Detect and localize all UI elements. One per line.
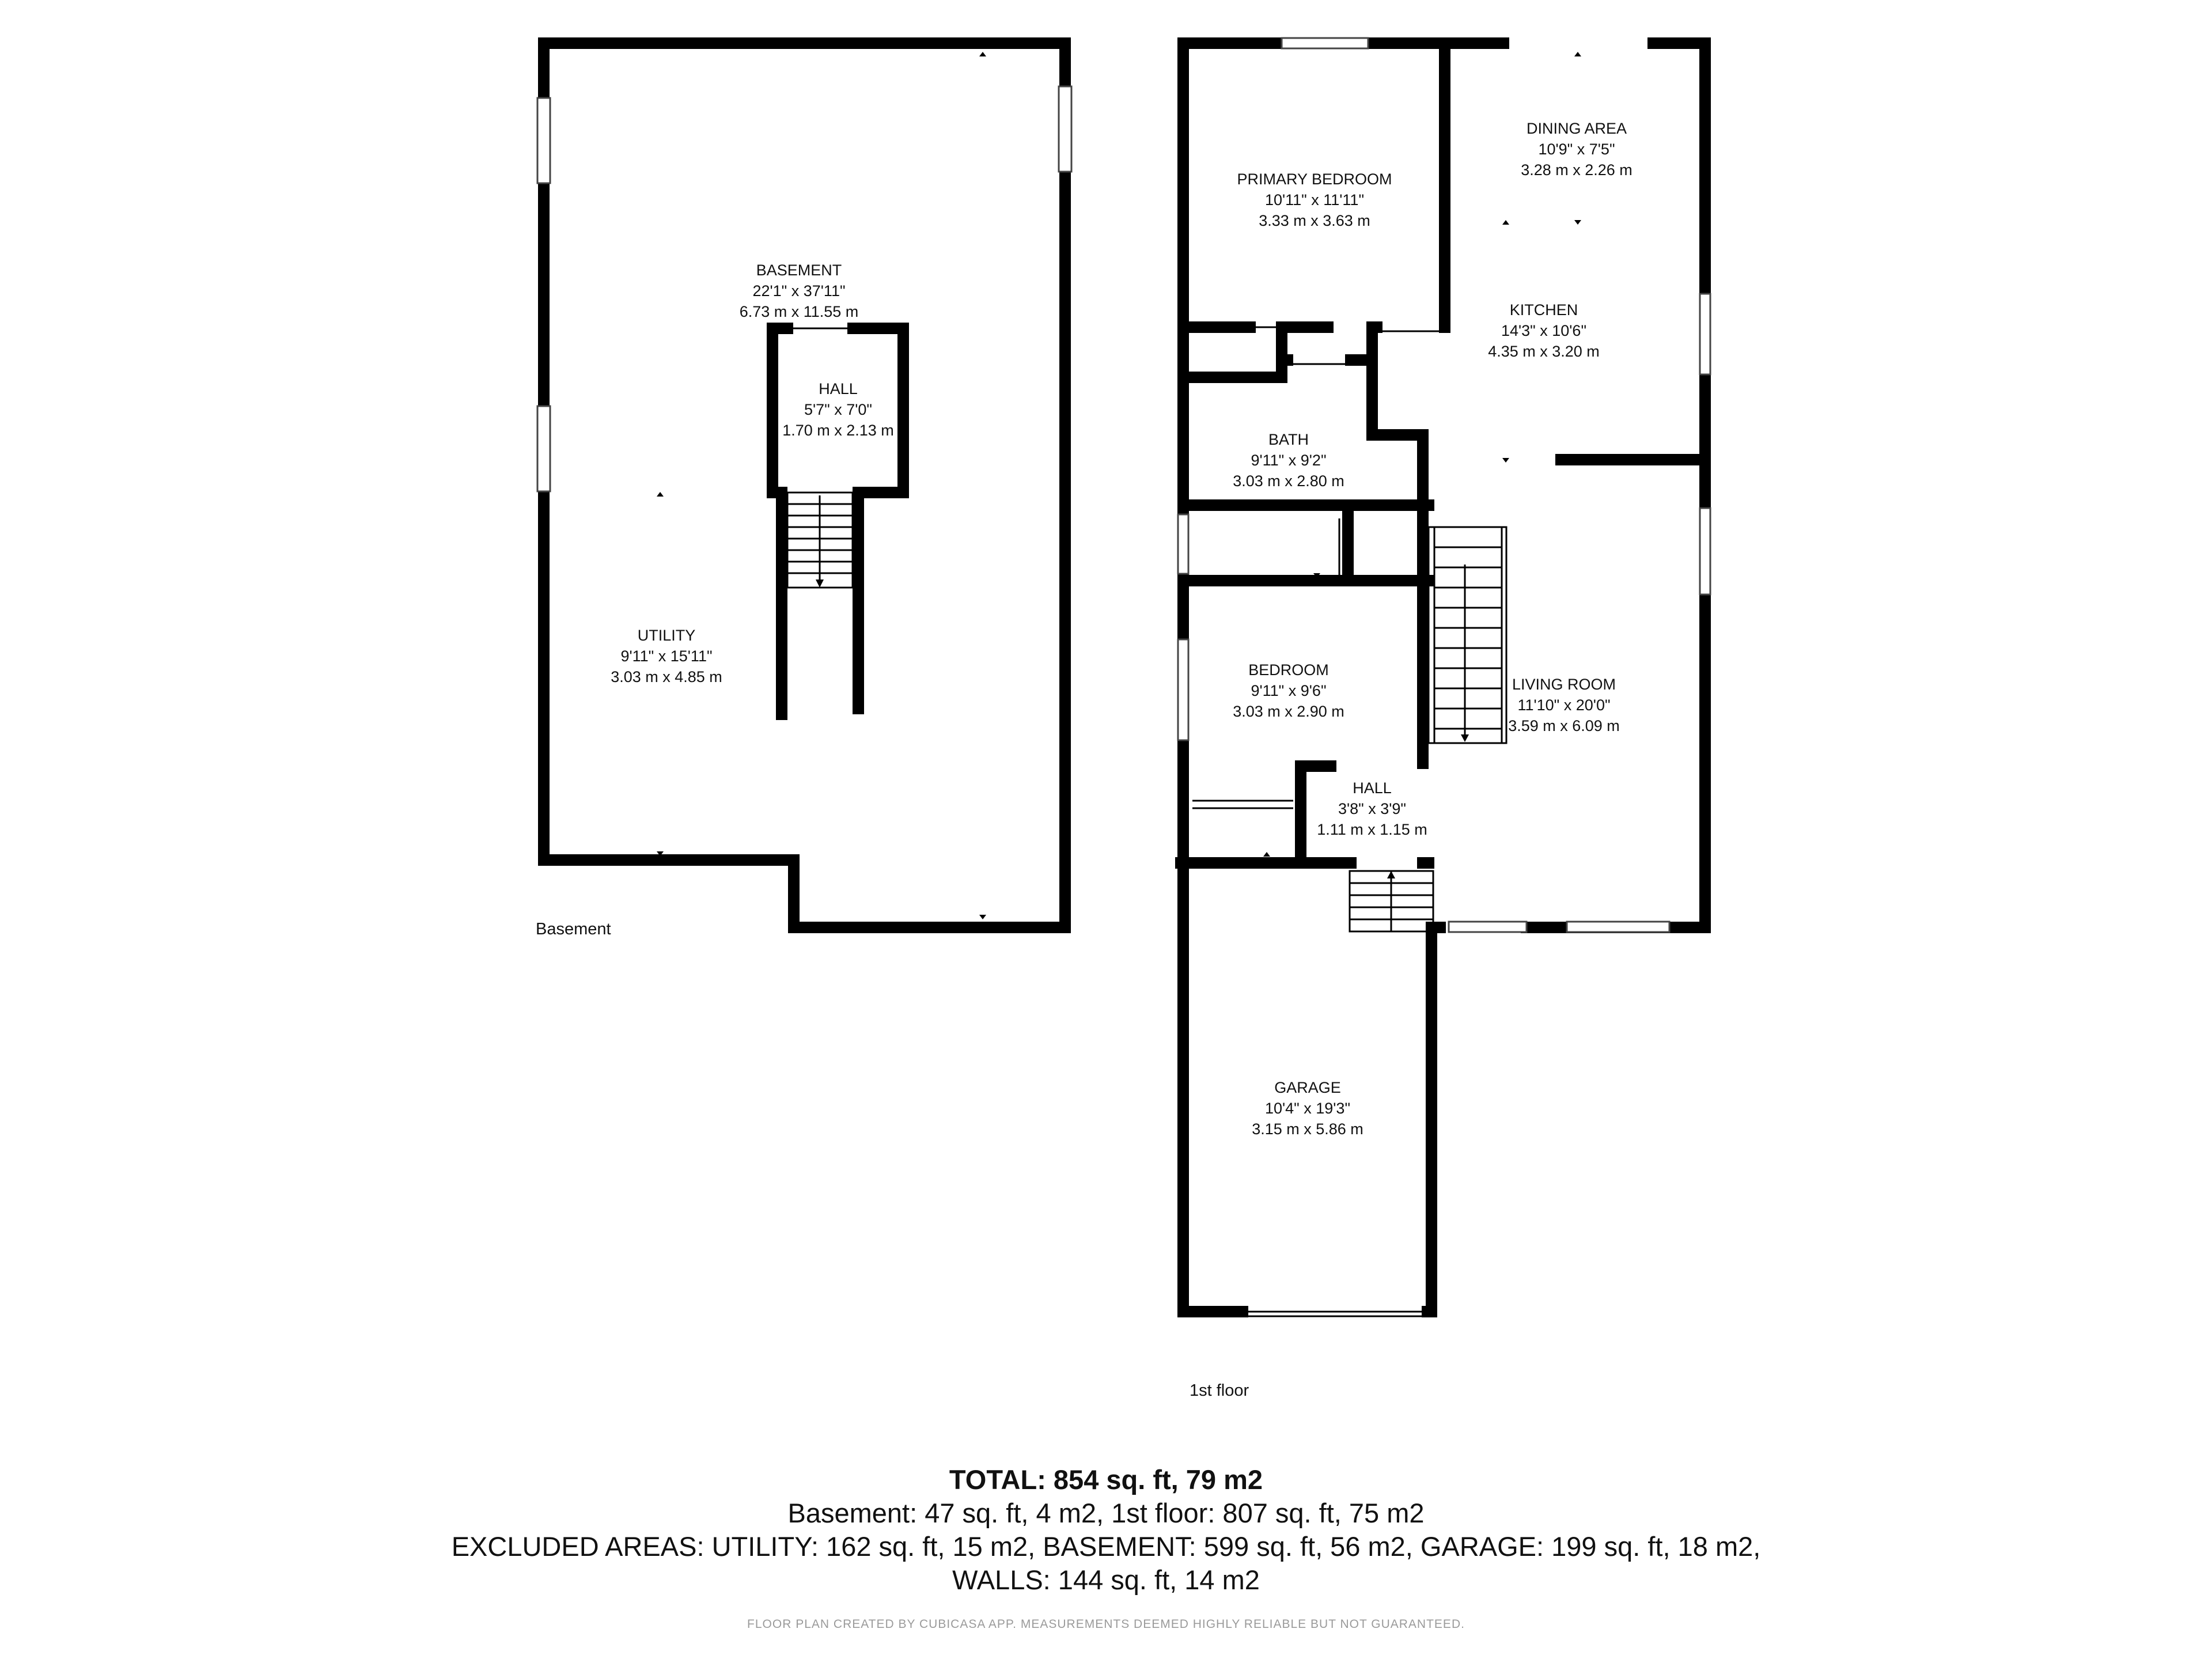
hall-wall bbox=[772, 328, 787, 493]
svg-text:3'8" x 3'9": 3'8" x 3'9" bbox=[1338, 800, 1407, 817]
svg-text:1.11 m x 1.15 m: 1.11 m x 1.15 m bbox=[1317, 821, 1427, 838]
svg-text:BATH: BATH bbox=[1268, 431, 1309, 448]
basement-window bbox=[537, 98, 550, 183]
svg-text:4.35 m x 3.20 m: 4.35 m x 3.20 m bbox=[1488, 343, 1600, 360]
room-label-hall bbox=[782, 380, 894, 439]
floor-label-first-floor: 1st floor bbox=[1190, 1381, 1249, 1400]
dimension-marker bbox=[979, 52, 986, 56]
first-floor-stairs bbox=[1429, 527, 1506, 743]
dimension-marker bbox=[1502, 220, 1509, 225]
closet-wall bbox=[1189, 327, 1282, 377]
room-label-living-room bbox=[1508, 676, 1620, 734]
room-label-bedroom bbox=[1233, 661, 1344, 720]
svg-text:9'11" x 9'6": 9'11" x 9'6" bbox=[1251, 682, 1327, 699]
svg-text:22'1" x 37'11": 22'1" x 37'11" bbox=[752, 282, 846, 300]
svg-text:10'11" x 11'11": 10'11" x 11'11" bbox=[1264, 191, 1365, 209]
window bbox=[1449, 922, 1527, 932]
svg-text:GARAGE: GARAGE bbox=[1274, 1079, 1341, 1096]
dimension-marker bbox=[979, 915, 986, 919]
svg-text:3.03 m x 2.80 m: 3.03 m x 2.80 m bbox=[1233, 472, 1344, 490]
svg-text:BASEMENT: BASEMENT bbox=[756, 262, 842, 279]
bath-wall bbox=[1372, 360, 1423, 582]
window bbox=[1282, 38, 1368, 48]
walls-area: WALLS: 144 sq. ft, 14 m2 bbox=[952, 1565, 1260, 1595]
excluded-areas: EXCLUDED AREAS: UTILITY: 162 sq. ft, 15 m2, BASEMENT: 599 sq. ft, 56 m2, GARAGE: 199 sq. ft, 18 m2, bbox=[451, 1531, 1761, 1562]
entry-steps bbox=[1350, 871, 1433, 931]
svg-text:3.59 m x 6.09 m: 3.59 m x 6.09 m bbox=[1508, 717, 1620, 734]
window bbox=[1567, 922, 1669, 932]
garage-wall bbox=[1427, 927, 1440, 1312]
dimension-marker bbox=[1263, 852, 1270, 857]
svg-text:UTILITY: UTILITY bbox=[637, 627, 696, 644]
svg-text:BEDROOM: BEDROOM bbox=[1248, 661, 1329, 679]
svg-text:KITCHEN: KITCHEN bbox=[1509, 301, 1578, 319]
svg-text:3.03 m x 2.90 m: 3.03 m x 2.90 m bbox=[1233, 703, 1344, 720]
svg-text:LIVING ROOM: LIVING ROOM bbox=[1512, 676, 1616, 693]
svg-text:3.28 m x 2.26 m: 3.28 m x 2.26 m bbox=[1521, 161, 1633, 179]
svg-text:14'3" x 10'6": 14'3" x 10'6" bbox=[1501, 322, 1587, 339]
area-summary bbox=[0, 1463, 2212, 1597]
svg-text:3.15 m x 5.86 m: 3.15 m x 5.86 m bbox=[1252, 1120, 1363, 1138]
room-label-garage bbox=[1252, 1079, 1363, 1138]
basement-stairs bbox=[787, 493, 853, 588]
room-label-primary-bedroom bbox=[1237, 171, 1392, 229]
svg-text:3.33 m x 3.63 m: 3.33 m x 3.63 m bbox=[1259, 212, 1370, 229]
svg-text:3.03 m x 4.85 m: 3.03 m x 4.85 m bbox=[611, 668, 722, 685]
svg-text:HALL: HALL bbox=[819, 380, 858, 397]
dimension-marker bbox=[1574, 52, 1581, 56]
dimension-marker bbox=[1574, 220, 1581, 225]
room-label-bath bbox=[1233, 431, 1344, 490]
room-label-basement bbox=[740, 262, 859, 320]
window bbox=[1700, 294, 1710, 374]
floor-label-basement: Basement bbox=[536, 920, 611, 938]
svg-text:PRIMARY BEDROOM: PRIMARY BEDROOM bbox=[1237, 171, 1392, 188]
svg-text:1.70 m x 2.13 m: 1.70 m x 2.13 m bbox=[782, 422, 894, 439]
basement-window bbox=[537, 406, 550, 491]
svg-text:10'4" x 19'3": 10'4" x 19'3" bbox=[1264, 1100, 1351, 1117]
svg-text:5'7" x 7'0": 5'7" x 7'0" bbox=[804, 401, 873, 418]
window bbox=[1178, 514, 1188, 574]
svg-text:9'11" x 9'2": 9'11" x 9'2" bbox=[1251, 452, 1327, 469]
basement-floor-plan bbox=[537, 43, 1071, 927]
dimension-marker bbox=[1502, 458, 1509, 463]
room-label-kitchen bbox=[1488, 301, 1600, 360]
basement-outer-wall bbox=[544, 43, 1065, 927]
svg-text:9'11" x 15'11": 9'11" x 15'11" bbox=[620, 647, 713, 665]
room-label-dining-area bbox=[1521, 120, 1633, 179]
hall-wall bbox=[1181, 766, 1331, 863]
svg-text:10'9" x 7'5": 10'9" x 7'5" bbox=[1538, 141, 1615, 158]
total-area: TOTAL: 854 sq. ft, 79 m2 bbox=[949, 1464, 1263, 1495]
disclaimer: FLOOR PLAN CREATED BY CUBICASA APP. MEASUREMENTS DEEMED HIGHLY RELIABLE BUT NOT GUARANTEED. bbox=[747, 1618, 1465, 1631]
floor-areas: Basement: 47 sq. ft, 4 m2, 1st floor: 807 sq. ft, 75 m2 bbox=[787, 1498, 1425, 1528]
svg-text:HALL: HALL bbox=[1353, 779, 1392, 797]
svg-text:DINING AREA: DINING AREA bbox=[1526, 120, 1627, 137]
svg-text:6.73 m x 11.55 m: 6.73 m x 11.55 m bbox=[739, 303, 859, 320]
room-label-utility bbox=[611, 627, 722, 685]
basement-window bbox=[1059, 86, 1071, 172]
svg-text:11'10" x 20'0": 11'10" x 20'0" bbox=[1517, 696, 1611, 714]
window bbox=[1700, 508, 1710, 594]
window bbox=[1178, 639, 1188, 740]
dimension-marker bbox=[657, 492, 664, 497]
room-label-hall bbox=[1317, 779, 1427, 838]
